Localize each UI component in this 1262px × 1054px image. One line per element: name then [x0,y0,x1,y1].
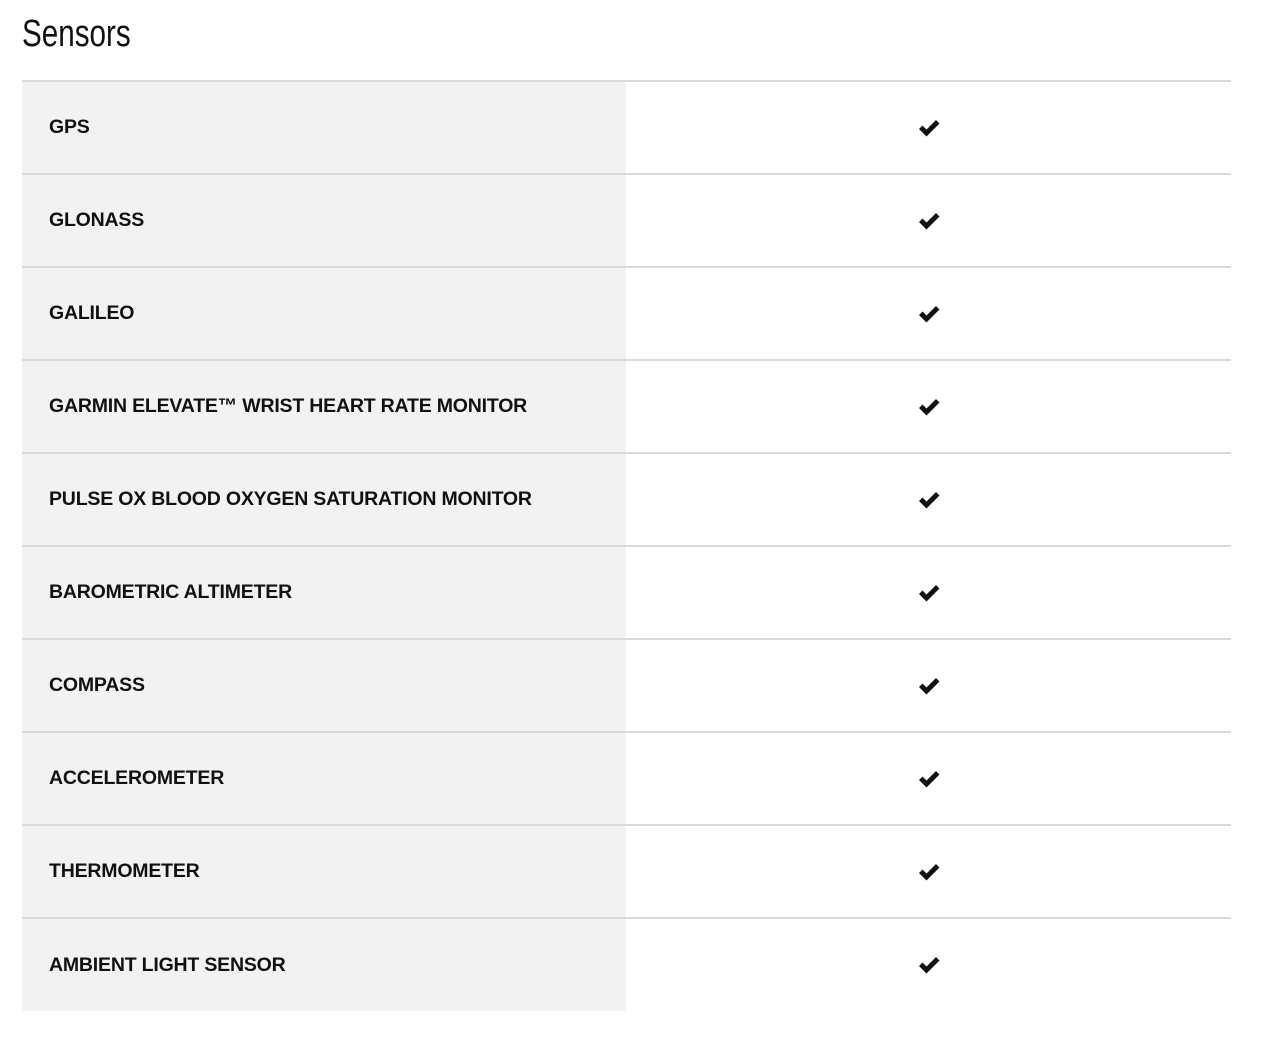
row-value [626,732,1231,825]
row-value [626,174,1231,267]
check-icon [917,955,941,975]
row-value [626,546,1231,639]
table-row [22,360,1231,453]
table-row [22,81,1231,174]
check-icon [917,583,941,603]
row-value [626,918,1231,1011]
check-icon [917,304,941,324]
row-label: COMPASS [22,639,626,732]
row-label: BAROMETRIC ALTIMETER [22,546,626,639]
check-icon [917,490,941,510]
sensors-spec-table [22,80,1231,1011]
section-title: Sensors [22,13,131,55]
row-value [626,81,1231,174]
check-icon [917,118,941,138]
row-value [626,825,1231,918]
row-label: PULSE OX BLOOD OXYGEN SATURATION MONITOR [22,453,626,546]
table-row [22,732,1231,825]
table-row [22,825,1231,918]
check-icon [917,397,941,417]
check-icon [917,769,941,789]
table-row [22,918,1231,1011]
row-label: THERMOMETER [22,825,626,918]
check-icon [917,211,941,231]
row-value [626,360,1231,453]
row-label: ACCELEROMETER [22,732,626,825]
row-label: GALILEO [22,267,626,360]
row-label: GARMIN ELEVATE™ WRIST HEART RATE MONITOR [22,360,626,453]
table-row [22,639,1231,732]
check-icon [917,862,941,882]
row-label: GLONASS [22,174,626,267]
table-row [22,546,1231,639]
table-row [22,174,1231,267]
row-value [626,453,1231,546]
check-icon [917,676,941,696]
row-label: AMBIENT LIGHT SENSOR [22,918,626,1011]
row-value [626,639,1231,732]
table-row [22,453,1231,546]
table-row [22,267,1231,360]
sensors-section [22,0,1231,1011]
row-label: GPS [22,81,626,174]
row-value [626,267,1231,360]
